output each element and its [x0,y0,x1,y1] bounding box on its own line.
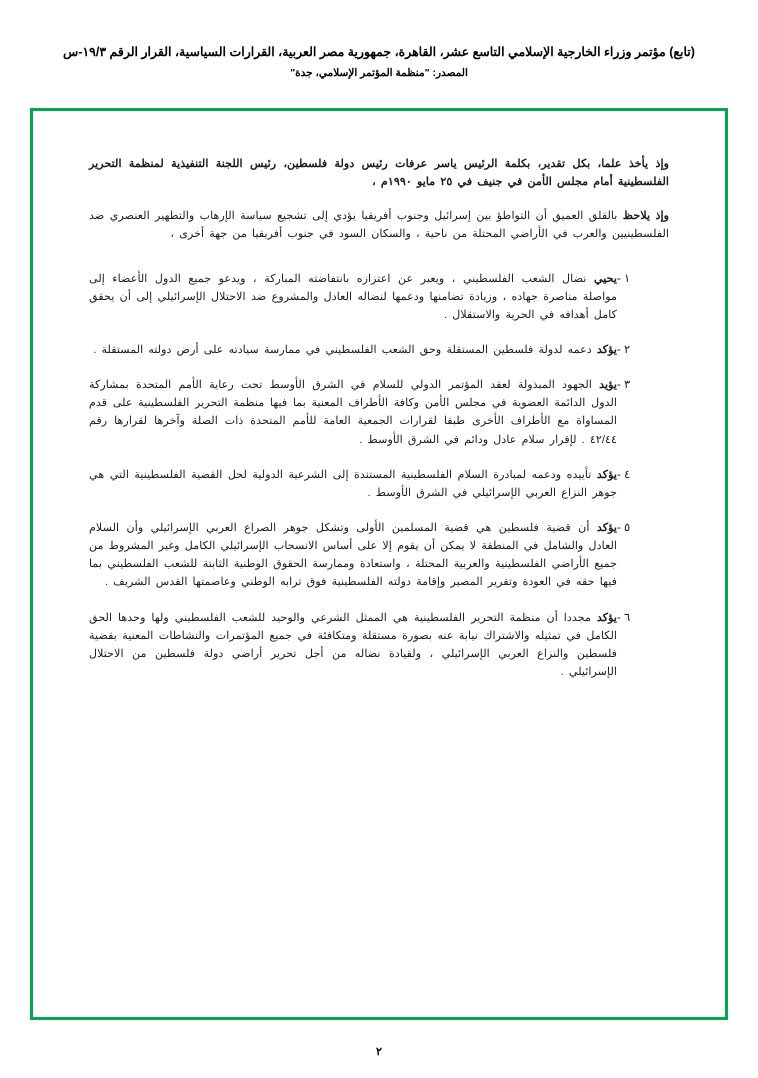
clause-text [89,519,617,592]
clause-text [89,270,617,324]
header-source: المصدر: "منظمة المؤتمر الإسلامي، جدة" [290,67,468,80]
clause-number: ٤ - [617,468,631,481]
clause-text [89,609,617,682]
page-number: ٢ [376,1046,382,1058]
preamble-1-lead: وإذ يأخذ علما [601,158,669,170]
clause-text [89,376,617,449]
clause-number: ٥ - [617,521,631,534]
green-border-frame [30,108,728,1020]
clause-item [89,270,669,324]
header-title: (تابع) مؤتمر وزراء الخارجية الإسلامي التاسع عشر، القاهرة، جمهورية مصر العربية، القرارات السياسية، القرار الرقم ١٩/٣-س [63,45,695,59]
clause-item [89,376,669,449]
clause-body: دعمه لدولة فلسطين المستقلة وحق الشعب الفلسطيني في ممارسة سيادته على أرض دولته المستقلة . [93,343,597,356]
document-body [33,111,725,1017]
clause-number: ١ - [617,272,631,285]
preamble-2-lead: وإذ يلاحظ [622,210,669,223]
preamble-paragraph-2 [89,207,669,243]
clause-lead: يحيي [593,272,617,285]
clause-body: تأييده ودعمه لمبادرة السلام الفلسطينية المستندة إلى الشرعية الدولية لحل القضية الفلسطينية التي هي جوهر النزاع العربي الإسرائيلي في الشرق الأوسط . [89,468,617,499]
preamble-paragraph-1 [89,155,669,191]
clause-lead: يؤكد [596,468,617,481]
clause-body: أن قضية فلسطين هي قضية المسلمين الأولى وتشكل جوهر الصراع العربي الإسرائيلي وأن السلام العادل والشامل في المنطقة لا يمكن أن يقوم إلا على أساس الانسحاب الإسرائيلي الكامل وغير المشروط من جميع الأراضي الفلسطينية والعربية المحتلة ، واستعادة وممارسة الحقوق الوطنية الثابتة للشعب الفلسطيني بما فيها حقه في العودة وتقرير المصير وإقامة دولته الفلسطينية فوق ترابه الوطني وعاصمتها القدس الشريف . [89,521,617,589]
clause-text [89,466,617,502]
clause-body: مجددا أن منظمة التحرير الفلسطينية هي الممثل الشرعي والوحيد للشعب الفلسطيني ولها وحدها الحق الكامل في تمثيله والاشتراك نيابة عنه بصورة مستقلة ومتكافئة في جميع المؤتمرات والنشاطات المعنية بقضية فلسطين والنزاع العربي الإسرائيلي ، ولقيادة نضاله من أجل تحرير أراضي دولة فلسطين من الاحتلال الإسرائيلي . [89,611,617,678]
clause-list [89,270,669,682]
preamble-2-text: بالقلق العميق أن التواطؤ بين إسرائيل وجنوب أفريقيا يؤدي إلى تشجيع سياسة الإرهاب والتطهير العنصري ضد الفلسطينيين والعرب في الأراضي المحتلة من ناحية ، والسكان السود في جنوب أفريقيا من جهة أخرى ، [89,210,669,241]
clause-text [89,341,617,359]
clause-item [89,609,669,682]
clause-number: ٣ - [617,379,631,392]
clause-number: ٦ - [617,611,631,624]
clause-item [89,466,669,502]
clause-item [89,341,669,359]
page-header [0,0,758,79]
clause-lead: يؤكد [596,521,617,534]
preamble-1-text: ، بكل تقدير، بكلمة الرئيس ياسر عرفات رئيس دولة فلسطين، رئيس اللجنة التنفيذية لمنظمة التحرير الفلسطينية أمام مجلس الأمن في جنيف في ٢٥ مايو ١٩٩٠م ، [89,158,669,189]
clause-item [89,519,669,592]
clause-lead: يؤكد [596,343,617,356]
clause-number: ٢ - [617,343,631,356]
clause-lead: يؤيد [599,379,617,392]
clause-body: نضال الشعب الفلسطيني ، ويعبر عن اعتزازه بانتفاضته المباركة ، ويدعو جميع الدول الأعضاء إلى مواصلة مناصرة جهاده ، وزيادة تضامنها ودعمها لنضاله العادل والمشروع ضد الاحتلال الإسرائيلي إلى أن يحقق كامل أهدافه في الحرية والاستقلال . [89,272,617,321]
clause-lead: يؤكد [596,611,617,624]
clause-body: الجهود المبذولة لعقد المؤتمر الدولي للسلام في الشرق الأوسط تحت رعاية الأمم المتحدة بمشاركة الدول الدائمة العضوية في مجلس الأمن وكافة الأطراف المعنية بما فيها منظمة التحرير الفلسطينية على قدم المساواة مع الأطراف الأخرى طبقا لقرارات الجمعية العامة للأمم المتحدة ذات الصلة وآخرها لقرارها رقم ٤٢/٤٤ . لإقرار سلام عادل ودائم في الشرق الأوسط . [89,379,617,446]
